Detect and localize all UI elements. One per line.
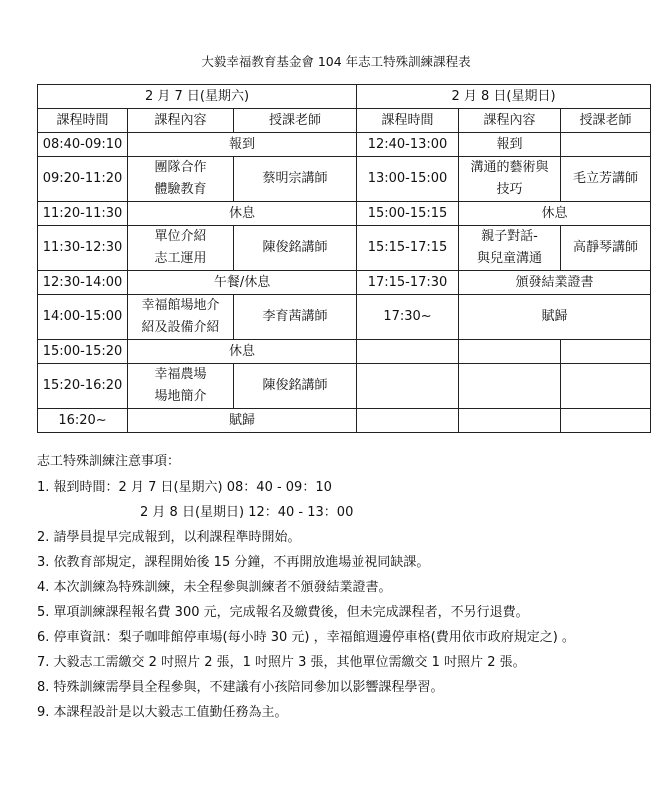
table-row bbox=[38, 226, 651, 271]
time-cell: 15:20-16:20 bbox=[38, 364, 128, 409]
time-cell: 15:15-17:15 bbox=[357, 226, 459, 271]
day-header-row bbox=[38, 85, 651, 109]
content-cell: 親子對話- 與兒童溝通 bbox=[459, 226, 561, 271]
content-cell: 午餐/休息 bbox=[128, 271, 357, 295]
note-item: 2. 請學員提早完成報到，以利課程準時開始。 bbox=[37, 530, 301, 545]
table-row bbox=[38, 340, 651, 364]
schedule-table bbox=[37, 84, 651, 433]
note-item: 1. 報到時間：2 月 7 日(星期六) 08：40 - 09：10 bbox=[37, 480, 332, 495]
time-cell: 16:20~ bbox=[38, 409, 128, 433]
content-cell: 幸福館場地介 紹及設備介紹 bbox=[128, 295, 234, 340]
empty-cell bbox=[561, 364, 651, 409]
note-item: 4. 本次訓練為特殊訓練，未全程參與訓練者不頒發結業證書。 bbox=[37, 580, 392, 595]
day2-header: 2 月 8 日(星期日) bbox=[357, 85, 651, 109]
teacher-cell: 陳俊銘講師 bbox=[234, 364, 357, 409]
empty-cell bbox=[459, 409, 561, 433]
table-row bbox=[38, 409, 651, 433]
teacher-cell: 高靜琴講師 bbox=[561, 226, 651, 271]
time-cell: 13:00-15:00 bbox=[357, 157, 459, 202]
empty-cell bbox=[357, 409, 459, 433]
content-cell: 休息 bbox=[459, 202, 651, 226]
time-cell: 08:40-09:10 bbox=[38, 133, 128, 157]
empty-cell bbox=[561, 340, 651, 364]
note-item: 9. 本課程設計是以大毅志工值勤任務為主。 bbox=[37, 705, 288, 720]
teacher-cell: 毛立芳講師 bbox=[561, 157, 651, 202]
col-header-content: 課程內容 bbox=[128, 109, 234, 133]
content-cell: 頒發結業證書 bbox=[459, 271, 651, 295]
table-row bbox=[38, 202, 651, 226]
content-cell: 報到 bbox=[459, 133, 561, 157]
content-cell: 賦歸 bbox=[459, 295, 651, 340]
col-header-time: 課程時間 bbox=[357, 109, 459, 133]
content-cell: 休息 bbox=[128, 340, 357, 364]
content-cell: 報到 bbox=[128, 133, 357, 157]
time-cell: 12:40-13:00 bbox=[357, 133, 459, 157]
note-item: 3. 依教育部規定，課程開始後 15 分鐘，不再開放進場並視同缺課。 bbox=[37, 555, 430, 570]
page-title: 大毅幸福教育基金會 104 年志工特殊訓練課程表 bbox=[201, 54, 471, 69]
note-item: 5. 單項訓練課程報名費 300 元，完成報名及繳費後，但未完成課程者，不另行退費。 bbox=[37, 605, 529, 620]
time-cell: 14:00-15:00 bbox=[38, 295, 128, 340]
table-row bbox=[38, 133, 651, 157]
time-cell: 15:00-15:20 bbox=[38, 340, 128, 364]
empty-cell bbox=[357, 340, 459, 364]
note-item: 6. 停車資訊：梨子咖啡館停車場(每小時 30 元) ，幸福館週邊停車格(費用依市政府規定之) 。 bbox=[37, 630, 575, 645]
col-header-time: 課程時間 bbox=[38, 109, 128, 133]
content-cell: 休息 bbox=[128, 202, 357, 226]
teacher-cell: 蔡明宗講師 bbox=[234, 157, 357, 202]
empty-cell bbox=[357, 364, 459, 409]
table-row bbox=[38, 271, 651, 295]
notes-heading: 志工特殊訓練注意事項： bbox=[37, 454, 181, 469]
table-row bbox=[38, 157, 651, 202]
col-header-teacher: 授課老師 bbox=[234, 109, 357, 133]
notes-section bbox=[37, 451, 657, 725]
day1-header: 2 月 7 日(星期六) bbox=[38, 85, 357, 109]
content-cell: 賦歸 bbox=[128, 409, 357, 433]
content-cell: 單位介紹 志工運用 bbox=[128, 226, 234, 271]
table-row bbox=[38, 364, 651, 409]
time-cell: 15:00-15:15 bbox=[357, 202, 459, 226]
time-cell: 17:15-17:30 bbox=[357, 271, 459, 295]
content-cell: 幸福農場 場地簡介 bbox=[128, 364, 234, 409]
col-header-content: 課程內容 bbox=[459, 109, 561, 133]
content-cell: 團隊合作 體驗教育 bbox=[128, 157, 234, 202]
empty-cell bbox=[459, 340, 561, 364]
note-item: 8. 特殊訓練需學員全程參與，不建議有小孩陪同參加以影響課程學習。 bbox=[37, 680, 444, 695]
time-cell: 09:20-11:20 bbox=[38, 157, 128, 202]
teacher-cell: 陳俊銘講師 bbox=[234, 226, 357, 271]
time-cell: 11:20-11:30 bbox=[38, 202, 128, 226]
note-item-continued: 2 月 8 日(星期日) 12：40 - 13：00 bbox=[140, 505, 354, 520]
time-cell: 11:30-12:30 bbox=[38, 226, 128, 271]
empty-cell bbox=[459, 364, 561, 409]
note-item: 7. 大毅志工需繳交 2 吋照片 2 張，1 吋照片 3 張，其他單位需繳交 1 吋照片 2 張。 bbox=[37, 655, 526, 670]
column-header-row bbox=[38, 109, 651, 133]
teacher-cell bbox=[561, 133, 651, 157]
col-header-teacher: 授課老師 bbox=[561, 109, 651, 133]
teacher-cell: 李育茜講師 bbox=[234, 295, 357, 340]
table-row bbox=[38, 295, 651, 340]
time-cell: 12:30-14:00 bbox=[38, 271, 128, 295]
empty-cell bbox=[561, 409, 651, 433]
time-cell: 17:30~ bbox=[357, 295, 459, 340]
content-cell: 溝通的藝術與 技巧 bbox=[459, 157, 561, 202]
